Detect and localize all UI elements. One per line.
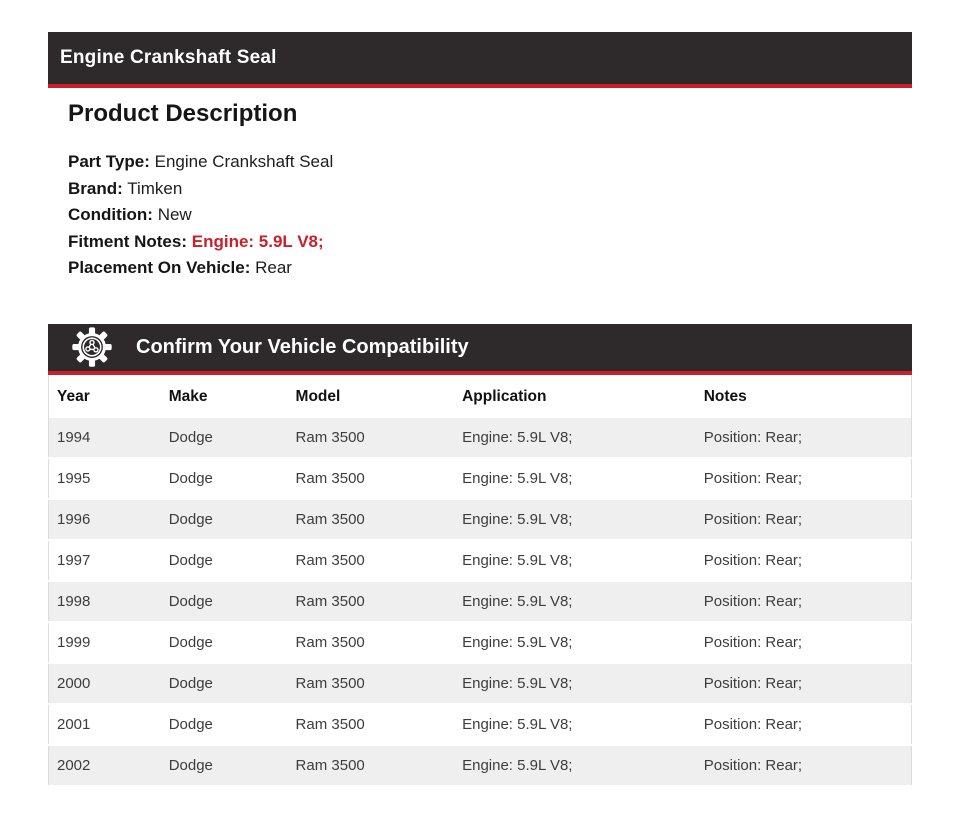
table-cell: Dodge — [168, 674, 213, 692]
field-label: Part Type: — [68, 152, 150, 171]
field-part-type — [68, 149, 912, 176]
table-cell: Ram 3500 — [295, 469, 365, 487]
field-brand — [68, 176, 912, 203]
column-header-make: Make — [161, 375, 288, 418]
table-header-row — [49, 375, 912, 418]
field-label: Placement On Vehicle: — [68, 258, 251, 277]
table-cell: Engine: 5.9L V8; — [462, 469, 573, 487]
table-cell: 1994 — [57, 428, 91, 446]
table-row — [49, 540, 912, 581]
compatibility-table — [48, 375, 912, 787]
table-cell: Position: Rear; — [703, 756, 803, 774]
table-row — [49, 499, 912, 540]
column-header-model: Model — [288, 375, 455, 418]
table-cell: Ram 3500 — [295, 674, 365, 692]
table-cell: 1995 — [57, 469, 91, 487]
field-value: Rear — [255, 258, 292, 277]
content-area — [48, 32, 912, 787]
compatibility-header-bar — [48, 324, 912, 375]
product-description-heading: Product Description — [68, 100, 298, 127]
table-cell: Engine: 5.9L V8; — [462, 633, 573, 651]
table-cell: 1997 — [57, 551, 91, 569]
table-cell: Position: Rear; — [703, 428, 803, 446]
table-cell: Engine: 5.9L V8; — [462, 551, 573, 569]
table-cell: Dodge — [168, 633, 213, 651]
table-cell: Dodge — [168, 592, 213, 610]
table-cell: Ram 3500 — [295, 592, 365, 610]
field-value: Timken — [127, 178, 183, 198]
field-value: Engine: 5.9L V8; — [191, 231, 324, 251]
column-header-notes: Notes — [696, 375, 912, 418]
table-cell: Position: Rear; — [703, 469, 803, 487]
field-label: Brand: — [68, 178, 123, 198]
table-row — [49, 458, 912, 499]
table-row — [49, 418, 912, 458]
table-header — [49, 375, 912, 418]
table-cell: Dodge — [168, 756, 213, 774]
table-cell: Dodge — [168, 715, 213, 733]
table-cell: Position: Rear; — [703, 551, 803, 569]
table-row — [49, 704, 912, 745]
table-cell: Dodge — [168, 510, 213, 528]
table-cell: Ram 3500 — [295, 428, 365, 446]
table-cell: Engine: 5.9L V8; — [462, 674, 573, 692]
table-cell: Ram 3500 — [295, 715, 365, 733]
field-label: Condition: — [68, 205, 153, 224]
table-cell: Position: Rear; — [703, 633, 803, 651]
table-cell: Position: Rear; — [703, 715, 803, 733]
field-label: Fitment Notes: — [68, 231, 187, 251]
description-fields — [68, 149, 912, 282]
table-cell: Engine: 5.9L V8; — [462, 428, 573, 446]
gear-icon — [71, 326, 113, 368]
table-cell: Ram 3500 — [295, 633, 365, 651]
table-cell: Dodge — [168, 428, 213, 446]
table-cell: Position: Rear; — [703, 510, 803, 528]
product-title-bar — [48, 32, 912, 88]
field-condition — [68, 202, 912, 229]
table-cell: 2001 — [57, 715, 91, 733]
column-header-application: Application — [454, 375, 696, 418]
table-cell: Ram 3500 — [295, 756, 365, 774]
table-row — [49, 622, 912, 663]
table-cell: 1998 — [57, 592, 91, 610]
field-placement-on-vehicle — [68, 255, 912, 282]
compatibility-title: Confirm Your Vehicle Compatibility — [136, 335, 469, 358]
field-value: Engine Crankshaft Seal — [154, 152, 334, 171]
table-cell: Engine: 5.9L V8; — [462, 510, 573, 528]
field-fitment-notes — [68, 229, 912, 256]
table-cell: Engine: 5.9L V8; — [462, 715, 573, 733]
table-cell: Position: Rear; — [703, 592, 803, 610]
table-cell: Ram 3500 — [295, 551, 365, 569]
table-cell: Dodge — [168, 551, 213, 569]
table-cell: Dodge — [168, 469, 213, 487]
table-cell: 1996 — [57, 510, 91, 528]
table-cell: Ram 3500 — [295, 510, 365, 528]
table-cell: 1999 — [57, 633, 91, 651]
table-row — [49, 663, 912, 704]
field-value: New — [157, 205, 192, 224]
table-row — [49, 745, 912, 786]
table-cell: 2000 — [57, 674, 91, 692]
table-cell: Engine: 5.9L V8; — [462, 592, 573, 610]
table-cell: Position: Rear; — [703, 674, 803, 692]
column-header-year: Year — [49, 375, 161, 418]
table-body — [49, 418, 912, 786]
product-title: Engine Crankshaft Seal — [60, 47, 277, 68]
table-row — [49, 581, 912, 622]
table-cell: Engine: 5.9L V8; — [462, 756, 573, 774]
table-cell: 2002 — [57, 756, 91, 774]
